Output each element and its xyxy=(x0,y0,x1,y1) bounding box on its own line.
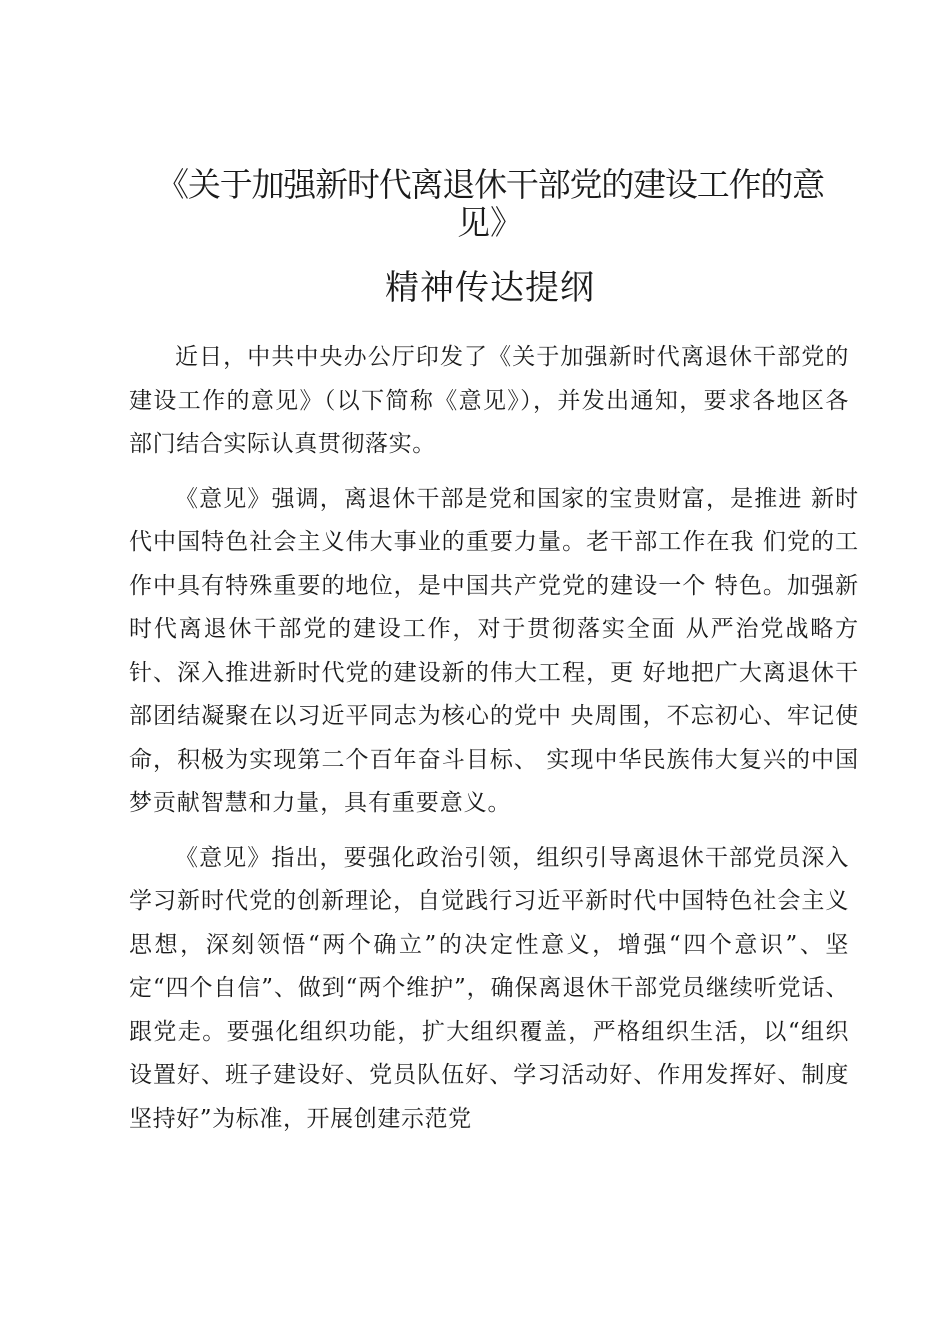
paragraph-1: 近日，中共中央办公厅印发了《关于加强新时代离退休干部党的建设工作的意见》（以下简称《意见》），并发出通知，要求各地区各部门结合实际认真贯彻落实。 xyxy=(129,344,849,457)
paragraph-3: 《意见》指出，要强化政治引领，组织引导离退休干部党员深入学习新时代党的创新理论，自觉践行习近平新时代中国特色社会主义思想，深刻领悟“两个确立”的决定性意义，增强“四个意识”、坚定“四个自信”、做到“两个维护”，确保离退休干部党员继续听党话、跟党走。要强化组织功能，扩大组织覆盖，严格组织生活，以“组织设置好、班子建设好、党员队伍好、学习活动好、作用发挥好、制度坚持好”为标准，开展创建示范党 xyxy=(129,844,849,1132)
document-title-line-2: 见》 xyxy=(457,203,523,242)
document-title-line-1: 《关于加强新时代离退休干部党的建设工作的意 xyxy=(156,165,824,204)
document-body xyxy=(129,336,859,1152)
paragraph-2: 《意见》强调，离退休干部是党和国家的宝贵财富，是推进 新时代中国特色社会主义伟大事业的重要力量。老干部工作在我 们党的工作中具有特殊重要的地位，是中国共产党党的建设一个 特色。加强新时代离退休干部党的建设工作，对于贯彻落实全面 从严治党战略方针、深入推进新时代党的建设新的伟大工程，更 好地把广大离退休干部团结凝聚在以习近平同志为核心的党中 央周围，不忘初心、牢记使命，积极为实现第二个百年奋斗目标、 实现中华民族伟大复兴的中国梦贡献智慧和力量，具有重要意义。 xyxy=(129,485,859,816)
document-subtitle: 精神传达提纲 xyxy=(385,268,595,308)
title-block xyxy=(150,166,830,308)
